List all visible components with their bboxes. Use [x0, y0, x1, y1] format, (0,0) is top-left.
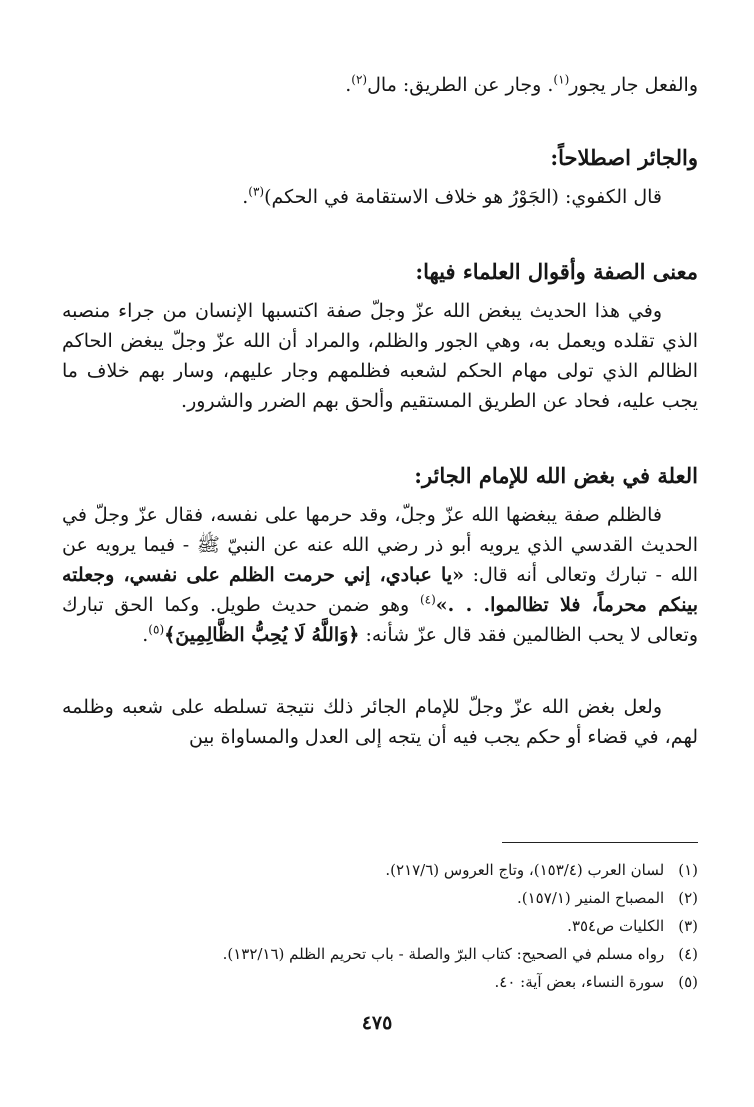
- footnote-number: (٤): [678, 945, 698, 963]
- footnote-item: [78, 940, 698, 968]
- footnote-ref-4[interactable]: (٤): [419, 592, 436, 607]
- heading-reason: العلة في بغض الله للإمام الجائر:: [414, 463, 698, 488]
- footnote-item: [78, 884, 698, 912]
- reason-paragraph-2: ولعل بغض الله عزّ وجلّ للإمام الجائر ذلك نتيجة تسلطه على شعبه وظلمه لهم، في قضاء أو حكم يجب فيه أن يتجه إلى العدل والمساواة بين: [62, 696, 698, 748]
- footnote-text: لسان العرب (١٥٣/٤)، وتاج العروس (٢١٧/٦).: [385, 861, 665, 879]
- footnote-number: (١): [678, 861, 698, 879]
- footnote-item: [78, 912, 698, 940]
- heading-terminology: والجائر اصطلاحاً:: [550, 145, 698, 170]
- footnote-number: (٥): [678, 973, 698, 991]
- kafawi-quote-text: قال الكفوي: (الجَوْرُ هو خلاف الاستقامة في الحكم): [264, 186, 662, 208]
- page-body: [62, 58, 698, 752]
- meaning-paragraph: وفي هذا الحديث يبغض الله عزّ وجلّ صفة اكتسبها الإنسان من جراء منصبه الذي تقلده ويعمل به، وهي الجور والظلم، والمراد أن الله عزّ وجلّ يبغض الحاكم الظالم الذي تولى مهام الحكم لشعبه فظلمهم وجار عليهم، وسار بهم خلاف ما يجب عليه، فحاد عن الطريق المستقيم وألحق بهم الضرر والشرور.: [62, 300, 698, 412]
- footnote-ref-1[interactable]: (١): [553, 72, 570, 87]
- footnote-number: (٢): [678, 889, 698, 907]
- intro-line: [62, 70, 698, 100]
- footnote-item: [78, 856, 698, 884]
- footnote-text: سورة النساء، بعض آية: ٤٠.: [494, 973, 665, 991]
- hadith-quote: «يا عبادي، إني حرمت الظلم على نفسي، وجعلته بينكم محرماً، فلا تظالموا. . .»: [62, 564, 698, 616]
- reason-text: فالظلم صفة يبغضها الله عزّ وجلّ، وقد حرمها على نفسه، فقال عزّ وجلّ في الحديث القدسي الذي يرويه أبو ذر رضي الله عنه عن النبيّ ﷺ - فيما يرويه عن الله - تبارك وتعالى أنه قال:: [62, 504, 698, 586]
- footnote-divider: [502, 842, 698, 843]
- footnotes-list: [78, 856, 698, 996]
- reason-text-2: وهو ضمن حديث طويل. وكما الحق تبارك وتعالى لا يحب الظالمين فقد قال عزّ شأنه:: [62, 594, 698, 646]
- footnote-number: (٣): [678, 917, 698, 935]
- footnote-ref-2[interactable]: (٢): [351, 72, 368, 87]
- intro-end: .: [345, 74, 352, 96]
- kafawi-quote-end: .: [242, 186, 249, 208]
- intro-text: والفعل جار يجور: [569, 74, 698, 96]
- intro-text-2: . وجار عن الطريق: مال: [367, 74, 554, 96]
- footnote-text: المصباح المنير (١٥٧/١).: [516, 889, 665, 907]
- kafawi-quote: [62, 182, 698, 212]
- reason-paragraph-1: [62, 500, 698, 650]
- footnote-item: [78, 968, 698, 996]
- heading-meaning: معنى الصفة وأقوال العلماء فيها:: [415, 259, 698, 284]
- footnote-text: رواه مسلم في الصحيح: كتاب البرّ والصلة - باب تحريم الظلم (١٣٢/١٦).: [222, 945, 665, 963]
- footnote-ref-3[interactable]: (٣): [248, 184, 265, 199]
- footnote-text: الكليات ص٣٥٤.: [567, 917, 665, 935]
- reason-end: .: [142, 624, 149, 646]
- quran-verse: ﴿وَاللَّهُ لَا يُحِبُّ الظَّالِمِينَ﴾: [164, 624, 360, 646]
- footnote-ref-5[interactable]: (٥): [148, 622, 165, 637]
- page-number: ٤٧٥: [361, 1012, 393, 1034]
